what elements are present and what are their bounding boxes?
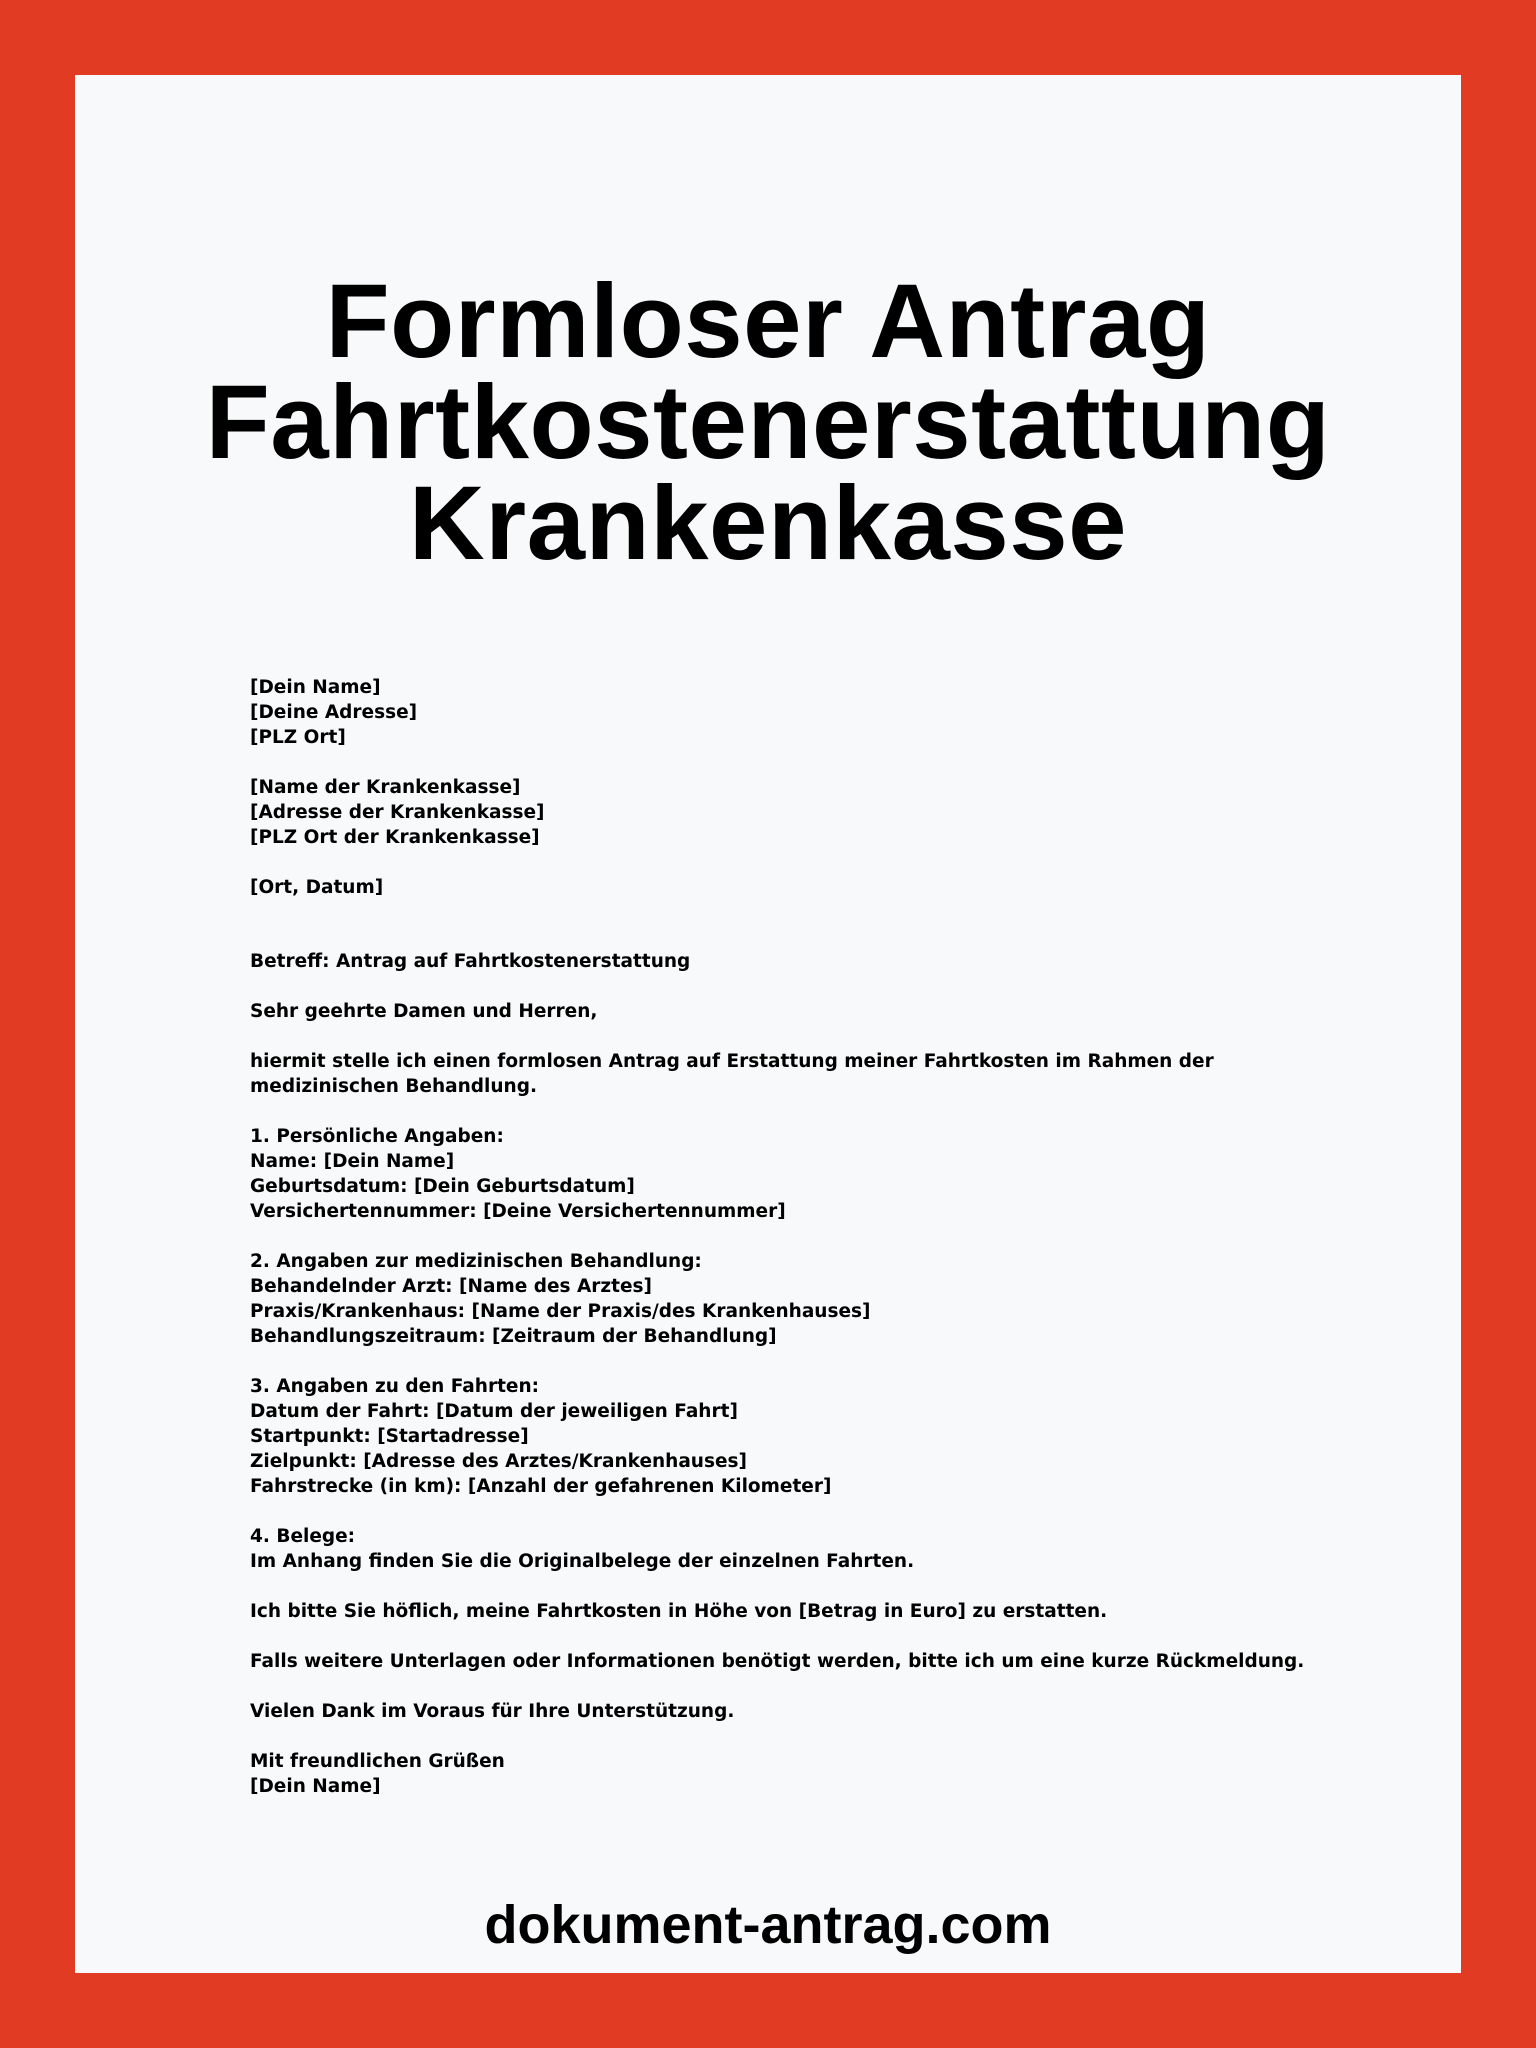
request-paragraph: Ich bitte Sie höflich, meine Fahrtkosten in Höhe von [Betrag in Euro] zu erstatten. — [250, 1601, 1108, 1622]
blank-line — [250, 1574, 1360, 1599]
blank-line — [250, 1499, 1360, 1524]
section-heading: 2. Angaben zur medizinischen Behandlung: — [250, 1251, 702, 1272]
field-practice: Praxis/Krankenhaus: [Name der Praxis/des Krankenhauses] — [250, 1301, 871, 1322]
recipient-name: [Name der Krankenkasse] — [250, 777, 521, 798]
blank-line — [250, 1724, 1360, 1749]
signature: [Dein Name] — [250, 1776, 381, 1797]
receipts-text: Im Anhang finden Sie die Originalbelege der einzelnen Fahrten. — [250, 1551, 915, 1572]
section-personal-data — [250, 1124, 1360, 1224]
recipient-address: [Adresse der Krankenkasse] — [250, 802, 545, 823]
blank-line — [250, 900, 1360, 925]
field-distance: Fahrstrecke (in km): [Anzahl der gefahrenen Kilometer] — [250, 1476, 832, 1497]
field-start-point: Startpunkt: [Startadresse] — [250, 1426, 529, 1447]
document-page — [75, 75, 1461, 1973]
field-destination: Zielpunkt: [Adresse des Arztes/Krankenhauses] — [250, 1451, 748, 1472]
blank-line — [250, 1099, 1360, 1124]
salutation: Sehr geehrte Damen und Herren, — [250, 1001, 598, 1022]
blank-line — [250, 974, 1360, 999]
intro-paragraph: hiermit stelle ich einen formlosen Antrag auf Erstattung meiner Fahrtkosten im Rahmen der medizinischen Behandlung. — [250, 1051, 1221, 1097]
title-line-1: Formloser Antrag — [325, 263, 1211, 380]
letter-body — [250, 675, 1360, 1799]
sender-address: [Deine Adresse] — [250, 702, 418, 723]
recipient-city: [PLZ Ort der Krankenkasse] — [250, 827, 540, 848]
website-footer: dokument-antrag.com — [484, 1895, 1052, 1955]
sender-city: [PLZ Ort] — [250, 727, 346, 748]
sender-name: [Dein Name] — [250, 677, 381, 698]
further-info-paragraph: Falls weitere Unterlagen oder Informationen benötigt werden, bitte ich um eine kurze Rückmeldung. — [250, 1651, 1305, 1672]
field-name: Name: [Dein Name] — [250, 1151, 455, 1172]
blank-line — [250, 1349, 1360, 1374]
title-line-3: Krankenkasse — [408, 465, 1128, 582]
blank-line — [250, 1674, 1360, 1699]
section-heading: 3. Angaben zu den Fahrten: — [250, 1376, 540, 1397]
blank-line — [250, 1624, 1360, 1649]
blank-line — [250, 750, 1360, 775]
section-heading: 4. Belege: — [250, 1526, 356, 1547]
closing: Mit freundlichen Grüßen — [250, 1751, 505, 1772]
subject-line: Betreff: Antrag auf Fahrtkostenerstattung — [250, 951, 691, 972]
field-trip-date: Datum der Fahrt: [Datum der jeweiligen Fahrt] — [250, 1401, 738, 1422]
blank-line — [250, 1024, 1360, 1049]
thanks-paragraph: Vielen Dank im Voraus für Ihre Unterstützung. — [250, 1701, 735, 1722]
sender-block — [250, 675, 1360, 750]
place-date: [Ort, Datum] — [250, 877, 384, 898]
title-line-2: Fahrtkostenerstattung — [205, 364, 1331, 481]
blank-line — [250, 925, 1360, 950]
section-receipts — [250, 1524, 1360, 1574]
field-doctor: Behandelnder Arzt: [Name des Arztes] — [250, 1276, 653, 1297]
document-title — [75, 263, 1461, 582]
section-trips — [250, 1374, 1360, 1499]
field-treatment-period: Behandlungszeitraum: [Zeitraum der Behandlung] — [250, 1326, 777, 1347]
field-insurance-number: Versichertennummer: [Deine Versichertennummer] — [250, 1201, 786, 1222]
field-birthdate: Geburtsdatum: [Dein Geburtsdatum] — [250, 1176, 635, 1197]
blank-line — [250, 1224, 1360, 1249]
recipient-block — [250, 775, 1360, 850]
section-heading: 1. Persönliche Angaben: — [250, 1126, 504, 1147]
section-treatment — [250, 1249, 1360, 1349]
blank-line — [250, 850, 1360, 875]
